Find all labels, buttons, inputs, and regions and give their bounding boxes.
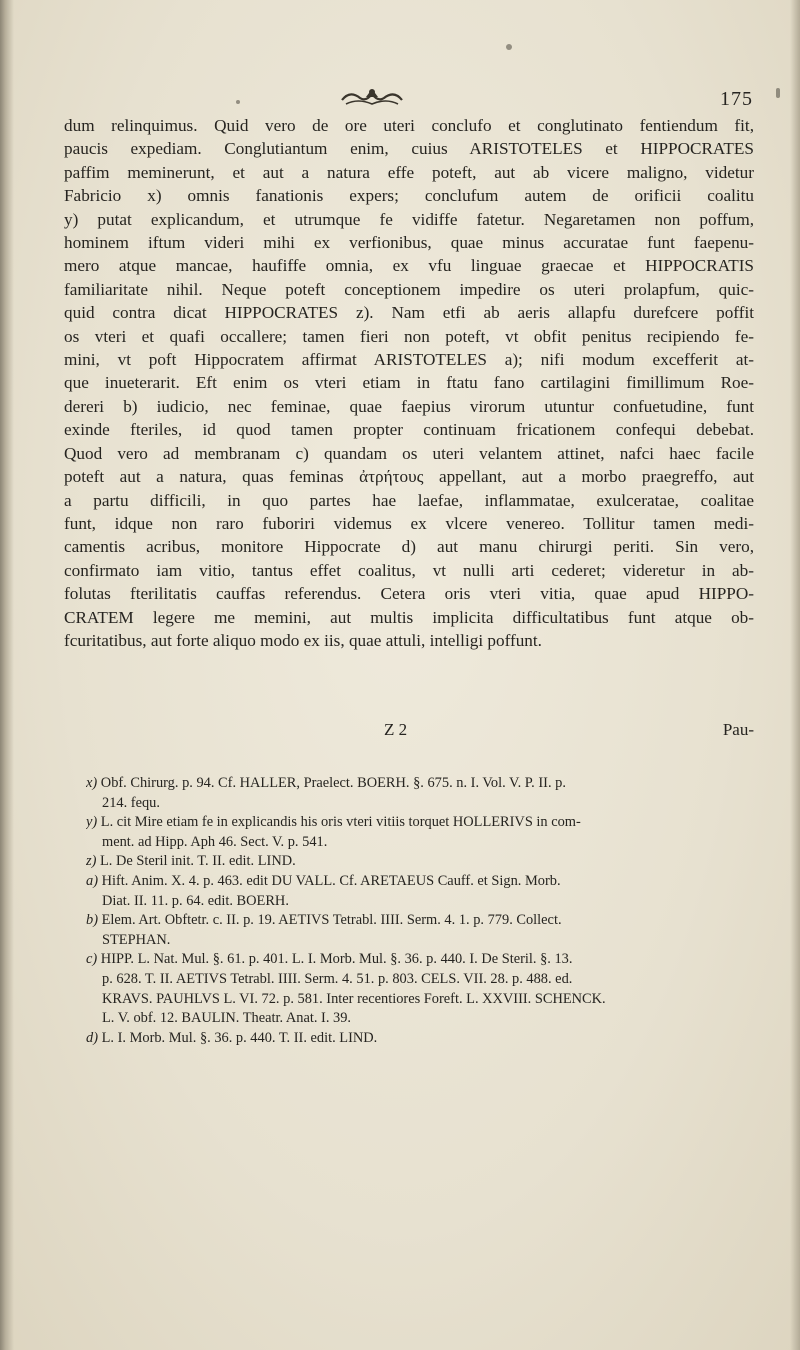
page-edge-shadow [790,0,800,1350]
text-line: dereri b) iudicio, nec feminae, quae faepius virorum utuntur confuetudine, funt [64,396,754,416]
footnote-line [86,970,756,990]
footnote-line [86,872,756,892]
footnote-text: KRAVS. PAUHLVS L. VI. 72. p. 581. Inter recentiores Foreft. L. XXVIII. SCHENCK. [102,990,606,1007]
footnote-line [86,931,756,951]
footnote-text: L. V. obf. 12. BAULIN. Theatr. Anat. I. 39. [102,1010,352,1027]
footnote-line [86,813,756,833]
footnote-line [86,892,756,912]
text-line: quid contra dicat HIPPOCRATES z). Nam etfi ab aeris allapfu durefcere poffit [64,303,754,323]
footnote-text: Elem. Art. Obftetr. c. II. p. 19. AETIVS Tetrabl. IIII. Serm. 4. 1. p. 779. Collect. [101,912,562,929]
footnote-text: L. De Steril init. T. II. edit. LIND. [100,853,296,870]
text-line: Fabricio x) omnis fanationis expers; conclufum autem de orificii coalitu [64,186,754,206]
ink-speck [236,100,240,104]
footnote-line [86,774,756,794]
footnote-line [86,1009,756,1029]
text-line: mini, vt poft Hippocratem affirmat ARISTOTELES a); nifi modum excefferit at- [64,350,754,370]
footnote-line [86,950,756,970]
footnote-text: ment. ad Hipp. Aph 46. Sect. V. p. 541. [102,833,328,850]
footnote-text: STEPHAN. [102,931,171,948]
text-line: familiaritate nihil. Neque poteft conceptionem impedire os uteri prolapfum, quic- [64,279,754,299]
catchword: Pau- [722,720,754,739]
footnote-mark: x) [86,775,98,791]
signature-mark: Z 2 [384,720,408,739]
footnote-text: p. 628. T. II. AETIVS Tetrabl. IIII. Serm. 4. 51. p. 803. CELS. VII. 28. p. 488. ed. [102,970,573,987]
footnote-text: Diat. II. 11. p. 64. edit. BOERH. [102,892,289,909]
text-line: a partu difficili, in quo partes hae laefae, inflammatae, exulceratae, coalitae [64,490,754,510]
footnote-line [86,852,756,872]
footnote-text: Hift. Anim. X. 4. p. 463. edit DU VALL. Cf. ARETAEUS Cauff. et Sign. Morb. [101,872,561,889]
text-line: mero atque mancae, haufiffe omnia, ex vfu linguae graecae et HIPPOCRATIS [64,256,754,276]
main-text [64,114,754,652]
footnote-line [86,1029,756,1049]
footnote-line [86,833,756,853]
text-line: fcuritatibus, aut forte aliquo modo ex iis, quae attuli, intelligi poffunt. [64,630,542,650]
text-line: os vteri et quafi occallere; tamen fieri non poteft, vt obfit penitus recipiendo fe- [64,326,754,346]
footnote-text: L. cit Mire etiam fe in explicandis his oris vteri vitiis torquet HOLLERIVS in com- [100,814,581,831]
text-line: hominem iftum videri mihi ex verfionibus, quae minus accuratae funt faepenu- [64,233,754,253]
footnote-mark: a) [86,872,98,889]
footnote-line [86,990,756,1010]
footnote-text: HIPP. L. Nat. Mul. §. 61. p. 401. L. I. Morb. Mul. §. 36. p. 440. I. De Steril. §. 13. [100,951,573,968]
footnote-mark: b) [86,912,98,929]
ink-speck [506,44,512,50]
headpiece-ornament-icon [338,86,406,108]
footnote-mark: d) [86,1029,98,1046]
ink-speck [776,88,780,98]
text-line: poteft aut a natura, quas feminas ἀτρήτους appellant, aut a morbo praegreffo, aut [64,467,754,487]
footnote-text: 214. fequ. [102,794,160,811]
text-line: CRATEM legere me memini, aut multis implicita difficultatibus funt atque ob- [64,607,754,627]
footnote-text: L. I. Morb. Mul. §. 36. p. 440. T. II. edit. LIND. [101,1029,378,1046]
text-line: confirmato iam vitio, tantus effet coalitus, vt nulli arti cederet; videretur in ab- [64,560,754,580]
footnote-mark: c) [86,951,98,968]
text-line: paffim meminerunt, et aut a natura effe poteft, aut ab vicere maligno, videtur [64,162,754,182]
page-binding-shadow [0,0,14,1350]
text-line: funt, idque non raro fuboriri videmus ex vlcere venereo. Tollitur tamen medi- [64,513,754,533]
text-line: que inueterarit. Eft enim os vteri etiam in ftatu fano cartilagini fimillimum Roe- [64,373,754,393]
text-line: y) putat explicandum, et utrumque fe vidiffe fatetur. Negaretamen non poffum, [64,209,754,229]
footnote-text: Obf. Chirurg. p. 94. Cf. HALLER, Praelect. BOERH. §. 675. n. I. Vol. V. P. II. p. [100,775,566,791]
text-line: Quod vero ad membranam c) quandam os uteri velantem attinet, nafci haec facile [64,443,754,463]
footnotes [86,774,756,1048]
footnote-line [86,911,756,931]
text-line: dum relinquimus. Quid vero de ore uteri conclufo et conglutinato fentiendum fit, [64,116,754,135]
text-line: camentis acribus, monitore Hippocrate d) aut manu chirurgi periti. Sin vero, [64,537,754,557]
page-number: 175 [720,88,753,110]
text-line: paucis expediam. Conglutiantum enim, cuius ARISTOTELES et HIPPOCRATES [64,139,754,159]
catchline [64,720,754,744]
footnote-line [86,794,756,814]
footnote-mark: z) [86,853,97,870]
footnote-mark: y) [86,814,98,831]
text-line: exinde fteriles, id quod tamen propter continuam fricationem confequi debebat. [64,420,754,440]
text-line: folutas fterilitatis cauffas referendus. Cetera oris vteri vitia, quae apud HIPPO- [64,584,754,604]
